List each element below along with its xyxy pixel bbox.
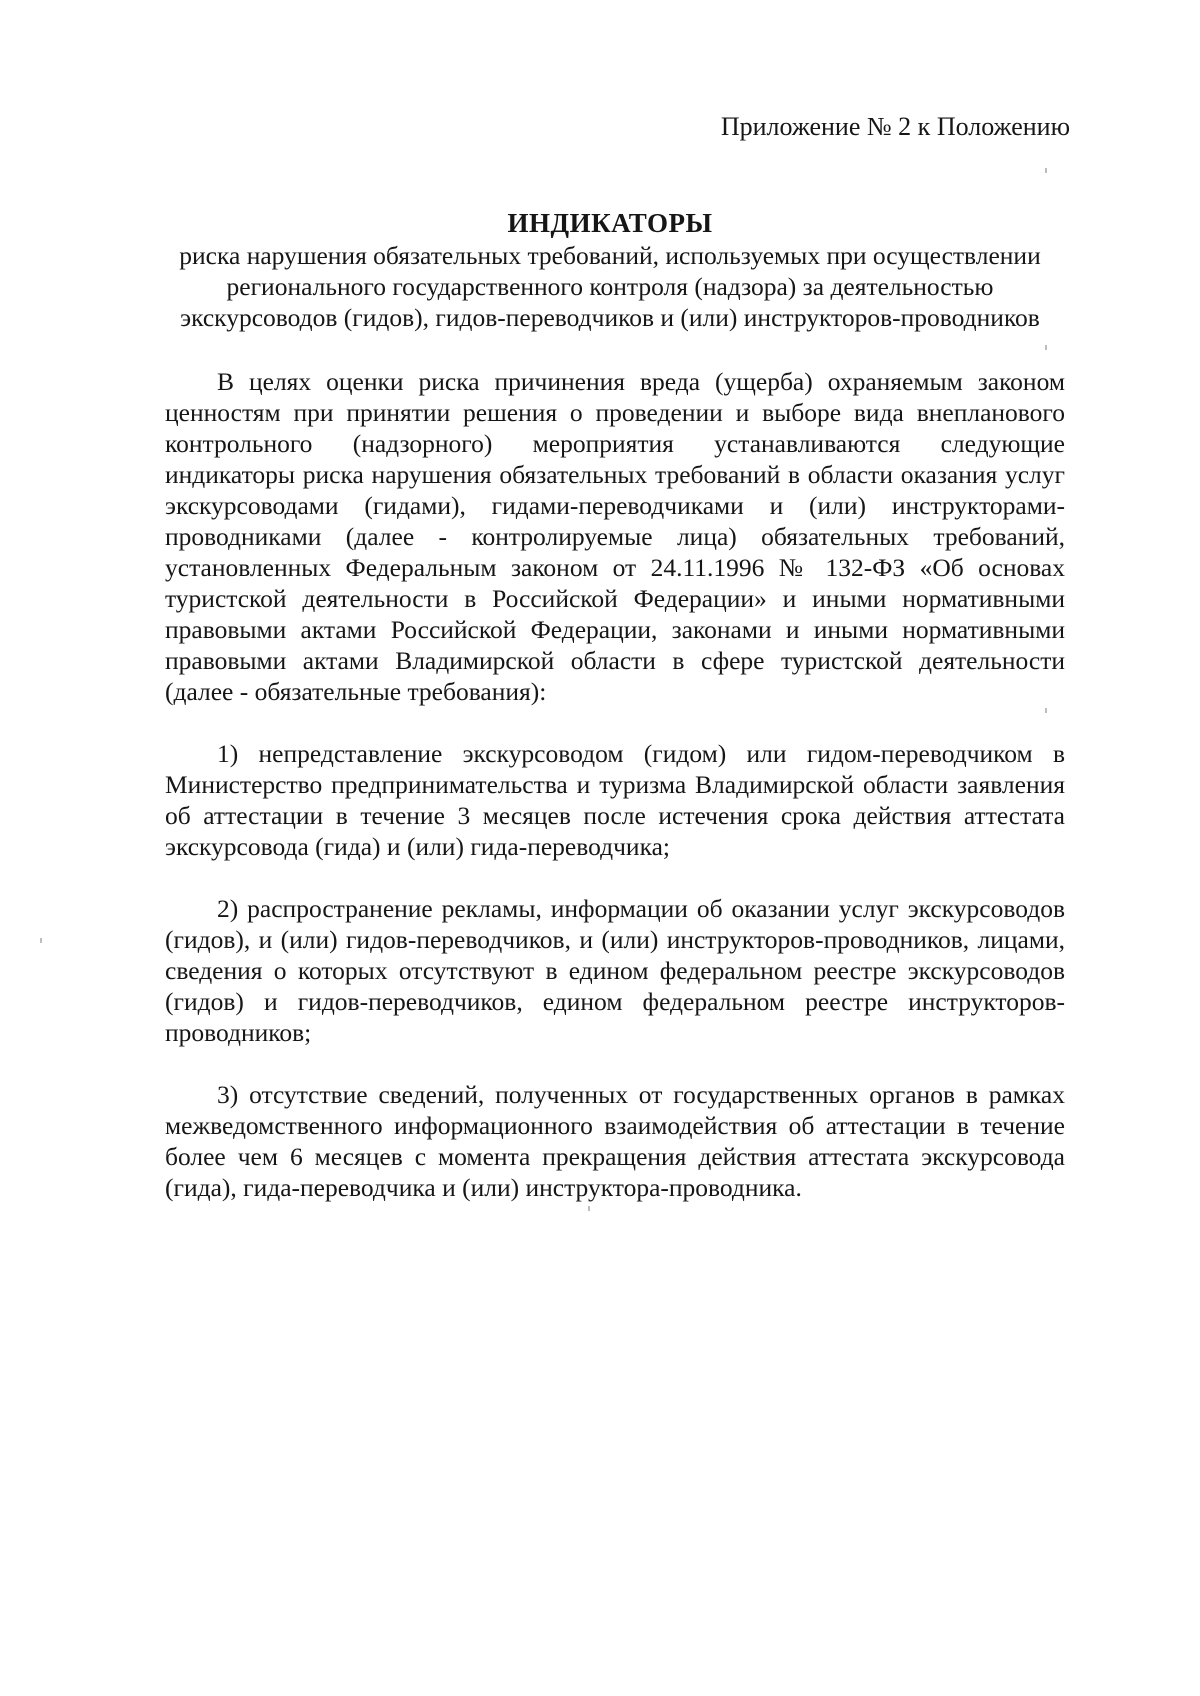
scan-speck (1045, 345, 1047, 350)
scan-speck (1045, 708, 1047, 713)
document-body (165, 366, 1065, 1234)
appendix-note: Приложение № 2 к Положению (720, 112, 1070, 141)
intro-paragraph: В целях оценки риска причинения вреда (ущерба) охраняемым законом ценностям при принятии решения о проведении и выборе вида внепланового контрольного (надзорного) мероприятия устанавливаются следующие индикаторы риска нарушения обязательных требований в области оказания услуг экскурсоводами (гидами), гидами-переводчиками и (или) инструкторами-проводниками (далее - контролируемые лица) обязательных требований, установленных Федеральным законом от 24.11.1996 № 132-ФЗ «Об основах туристской деятельности в Российской Федерации» и иными нормативными правовыми актами Российской Федерации, законами и иными нормативными правовыми актами Владимирской области в сфере туристской деятельности (далее - обязательные требования): (165, 367, 1065, 706)
scan-speck (588, 1206, 590, 1211)
title-block (160, 206, 1060, 333)
document-title: ИНДИКАТОРЫ (507, 208, 713, 238)
indicator-item-1: 1) непредставление экскурсоводом (гидом) или гидом-переводчиком в Министерство предпринимательства и туризма Владимирской области заявления об аттестации в течение 3 месяцев после истечения срока действия аттестата экскурсовода (гида) и (или) гида-переводчика; (165, 739, 1065, 861)
indicator-item-2: 2) распространение рекламы, информации об оказании услуг экскурсоводов (гидов), и (или) гидов-переводчиков, и (или) инструкторов-проводников, лицами, сведения о которых отсутствуют в едином федеральном реестре экскурсоводов (гидов) и гидов-переводчиков, едином федеральном реестре инструкторов-проводников; (165, 894, 1065, 1047)
scan-speck (40, 938, 42, 943)
scan-speck (1045, 168, 1047, 173)
document-subtitle: риска нарушения обязательных требований, используемых при осуществлении регионального государственного контроля (надзора) за деятельностью экскурсоводов (гидов), гидов-переводчиков и (или) инструкторов-проводников (179, 241, 1041, 332)
indicator-item-3: 3) отсутствие сведений, полученных от государственных органов в рамках межведомственного информационного взаимодействия об аттестации в течение более чем 6 месяцев с момента прекращения действия аттестата экскурсовода (гида), гида-переводчика и (или) инструктора-проводника. (165, 1080, 1065, 1202)
